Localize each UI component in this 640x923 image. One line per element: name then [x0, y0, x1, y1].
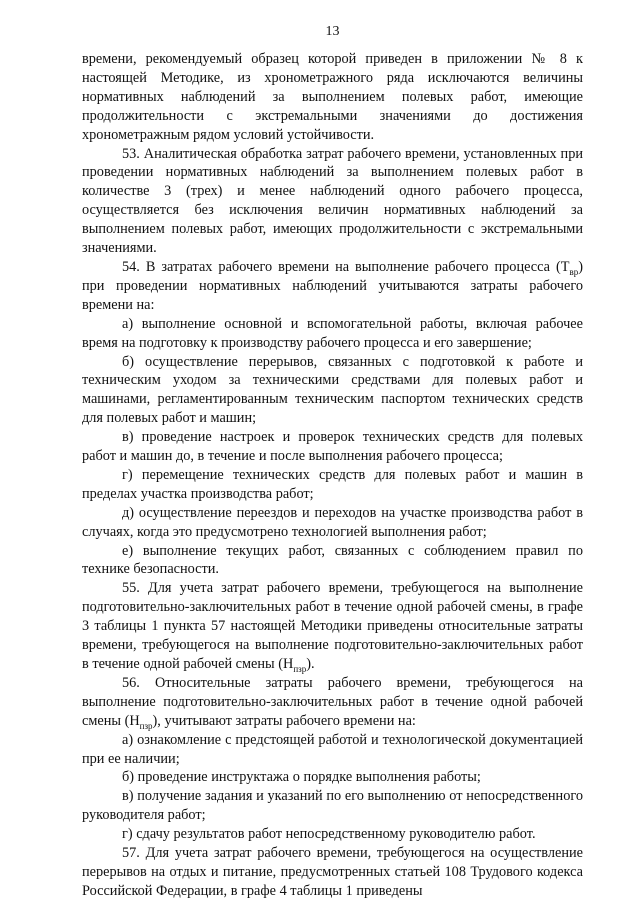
paragraph-text: а) выполнение основной и вспомогательной работы, включая рабочее время на подготовку к производству рабочего процесса и его завершение;	[82, 315, 583, 351]
paragraph-text: в) проведение настроек и проверок технических средств для полевых работ и машин до, в течение и после выполнения рабочего процесса;	[82, 429, 583, 465]
paragraph-p54b	[82, 353, 583, 429]
subscript: пзр	[139, 720, 153, 731]
paragraph-text: 53. Аналитическая обработка затрат рабочего времени, установленных при проведении нормативных наблюдений за выполнением полевых работ в количестве 3 (трех) и менее наблюдений одного рабочего процесса, осуществляется без исключения величин нормативных наблюдений за выполнением полевых работ, имеющих продолжительности с экстремальными значениями.	[82, 145, 583, 257]
paragraph-p55	[82, 579, 583, 674]
paragraph-text: а) ознакомление с предстоящей работой и технологической документацией при ее наличии;	[82, 731, 583, 767]
subscript: пзр	[293, 663, 307, 674]
paragraph-text: 55. Для учета затрат рабочего времени, требующегося на выполнение подготовительно-заключительных работ в течение одной рабочей смены, в графе 3 таблицы 1 пункта 57 настоящей Методики приведены относительные затраты времени, требующегося на выполнение подготовительно-заключительных работ в течение одной рабочей смены (Н	[82, 580, 583, 672]
document-page	[82, 22, 583, 901]
paragraph-p54	[82, 258, 583, 315]
paragraph-text-continued: ), учитывают затраты рабочего времени на:	[152, 712, 416, 729]
paragraph-text: е) выполнение текущих работ, связанных с соблюдением правил по технике безопасности.	[82, 542, 583, 578]
paragraph-text: б) проведение инструктажа о порядке выполнения работы;	[122, 769, 481, 786]
paragraph-p54f	[82, 542, 583, 580]
paragraph-text-continued: ).	[306, 656, 315, 672]
paragraph-p56d	[82, 825, 583, 844]
paragraph-p56b	[82, 768, 583, 787]
paragraph-text: г) перемещение технических средств для полевых работ и машин в пределах участка производства работ;	[82, 466, 583, 502]
paragraph-text: 54. В затратах рабочего времени на выполнение рабочего процесса (Т	[122, 258, 570, 275]
paragraph-p54c	[82, 428, 583, 466]
subscript: вр	[569, 266, 579, 277]
paragraph-p57	[82, 844, 583, 901]
paragraph-text: 57. Для учета затрат рабочего времени, требующегося на осуществление перерывов на отдых и питание, предусмотренных статьей 108 Трудового кодекса Российской Федерации, в графе 4 таблицы 1 приведены	[82, 845, 583, 899]
paragraph-p56a	[82, 731, 583, 769]
paragraph-p54a	[82, 315, 583, 353]
paragraph-p0	[82, 50, 583, 145]
paragraph-p54d	[82, 466, 583, 504]
paragraph-p53	[82, 145, 583, 258]
paragraph-text: в) получение задания и указаний по его выполнению от непосредственного руководителя работ;	[82, 788, 583, 824]
paragraph-text-continued: ) при проведении нормативных наблюдений учитываются затраты рабочего времени на:	[82, 258, 583, 313]
paragraph-text: б) осуществление перерывов, связанных с подготовкой к работе и техническим уходом за техническими средствами для полевых работ и машинами, регламентированным техническим паспортом технических средств для полевых работ и машин;	[82, 353, 583, 427]
paragraph-text: г) сдачу результатов работ непосредственному руководителю работ.	[122, 826, 536, 843]
paragraph-p56c	[82, 787, 583, 825]
paragraph-text: 56. Относительные затраты рабочего времени, требующегося на выполнение подготовительно-заключительных работ в течение одной рабочей смены (Н	[82, 674, 583, 729]
paragraph-p54e	[82, 504, 583, 542]
paragraph-text: времени, рекомендуемый образец которой приведен в приложении № 8 к настоящей Методике, из хронометражного ряда исключаются величины нормативных наблюдений за выполнением полевых работ, имеющие продолжительности с экстремальными значениями до достижения хронометражным рядом условий устойчивости.	[82, 51, 583, 143]
paragraph-text: д) осуществление переездов и переходов на участке производства работ в случаях, когда это предусмотрено технологией выполнения работ;	[82, 504, 583, 540]
page-number: 13	[325, 24, 340, 39]
document-body	[82, 50, 583, 901]
paragraph-p56	[82, 674, 583, 731]
